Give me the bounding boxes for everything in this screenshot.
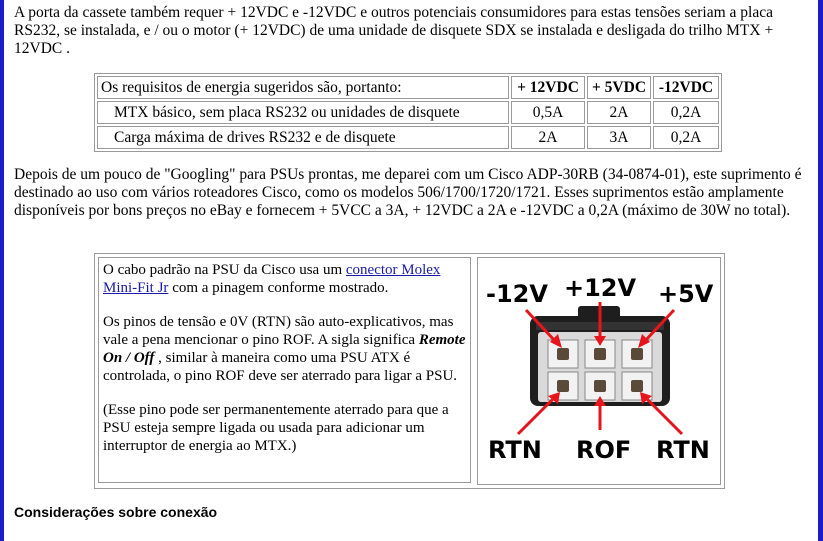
table-header-cell: + 12VDC: [511, 76, 585, 99]
psu-paragraph: Depois de um pouco de "Googling" para PSUs prontas, me deparei com um Cisco ADP-30RB (34-0874-01), este suprimento é destinado ao uso com vários roteadores Cisco, como os modelos 506/1700/1720/1721. Esses suprimentos estão amplamente disponíveis por bons preços no eBay e fornecem + 5VCC a 3A, + 12VDC a 2A e -12VDC a 0,2A (máximo de 30W no total).: [14, 166, 802, 219]
table-header-cell: -12VDC: [653, 76, 719, 99]
cable-text-b: com a pinagem conforme mostrado.: [168, 280, 389, 296]
table-cell: 2A: [511, 126, 585, 149]
table-cell: 0,2A: [653, 126, 719, 149]
table-row: [97, 126, 719, 149]
label-rof: ROF: [576, 436, 632, 464]
table-cell: MTX básico, sem placa RS232 ou unidades de disquete: [97, 101, 509, 124]
ground-note: (Esse pino pode ser permanentemente aterrado para que a PSU esteja sempre ligada ou usada para adicionar um interruptor de energia ao MTX.): [103, 402, 449, 454]
table-cell: 0,5A: [511, 101, 585, 124]
remote-on-off-term: Remote On / Off: [103, 332, 466, 366]
table-cell: Carga máxima de drives RS232 e de disquete: [97, 126, 509, 149]
section-heading: Considerações sobre conexão: [14, 504, 218, 520]
connector-pinout-diagram: [477, 257, 721, 485]
left-border: [0, 0, 4, 541]
table-row: [97, 101, 719, 124]
table-cell: 2A: [587, 101, 651, 124]
table-cell: 0,2A: [653, 101, 719, 124]
intro-paragraph: A porta da cassete também requer + 12VDC e -12VDC e outros potenciais consumidores para estas tensões seriam a placa RS232, se instalada, e / ou o motor (+ 12VDC) de uma unidade de disquete SDX se instalada e desligada do trilho MTX + 12VDC .: [14, 4, 774, 57]
pins-text-a: Os pinos de tensão e 0V (RTN) são auto-explicativos, mas vale a pena mencionar o pino ROF. A sigla significa: [103, 314, 454, 348]
label-plus12v: +12V: [564, 274, 637, 302]
table-header-cell: Os requisitos de energia sugeridos são, portanto:: [97, 76, 509, 99]
connector-info-box: [94, 253, 725, 489]
pinout-svg: [478, 258, 720, 484]
power-requirements-table: [94, 73, 722, 152]
label-plus5v: +5V: [658, 280, 714, 308]
pins-text: [103, 313, 466, 385]
table-cell: 3A: [587, 126, 651, 149]
connector-description: [98, 257, 471, 483]
molex-connector-link[interactable]: conector Molex Mini-Fit Jr: [103, 262, 441, 296]
cable-text: [103, 261, 466, 297]
right-border: [818, 0, 823, 541]
table-header-cell: + 5VDC: [587, 76, 651, 99]
label-rtn-left: RTN: [488, 436, 542, 464]
label-rtn-right: RTN: [656, 436, 710, 464]
pins-text-b: , similar à maneira como uma PSU ATX é controlada, o pino ROF deve ser aterrado para ligar a PSU.: [103, 350, 458, 384]
table-header-row: [97, 76, 719, 99]
label-minus12v: -12V: [486, 280, 548, 308]
cable-text-a: O cabo padrão na PSU da Cisco usa um: [103, 262, 346, 278]
